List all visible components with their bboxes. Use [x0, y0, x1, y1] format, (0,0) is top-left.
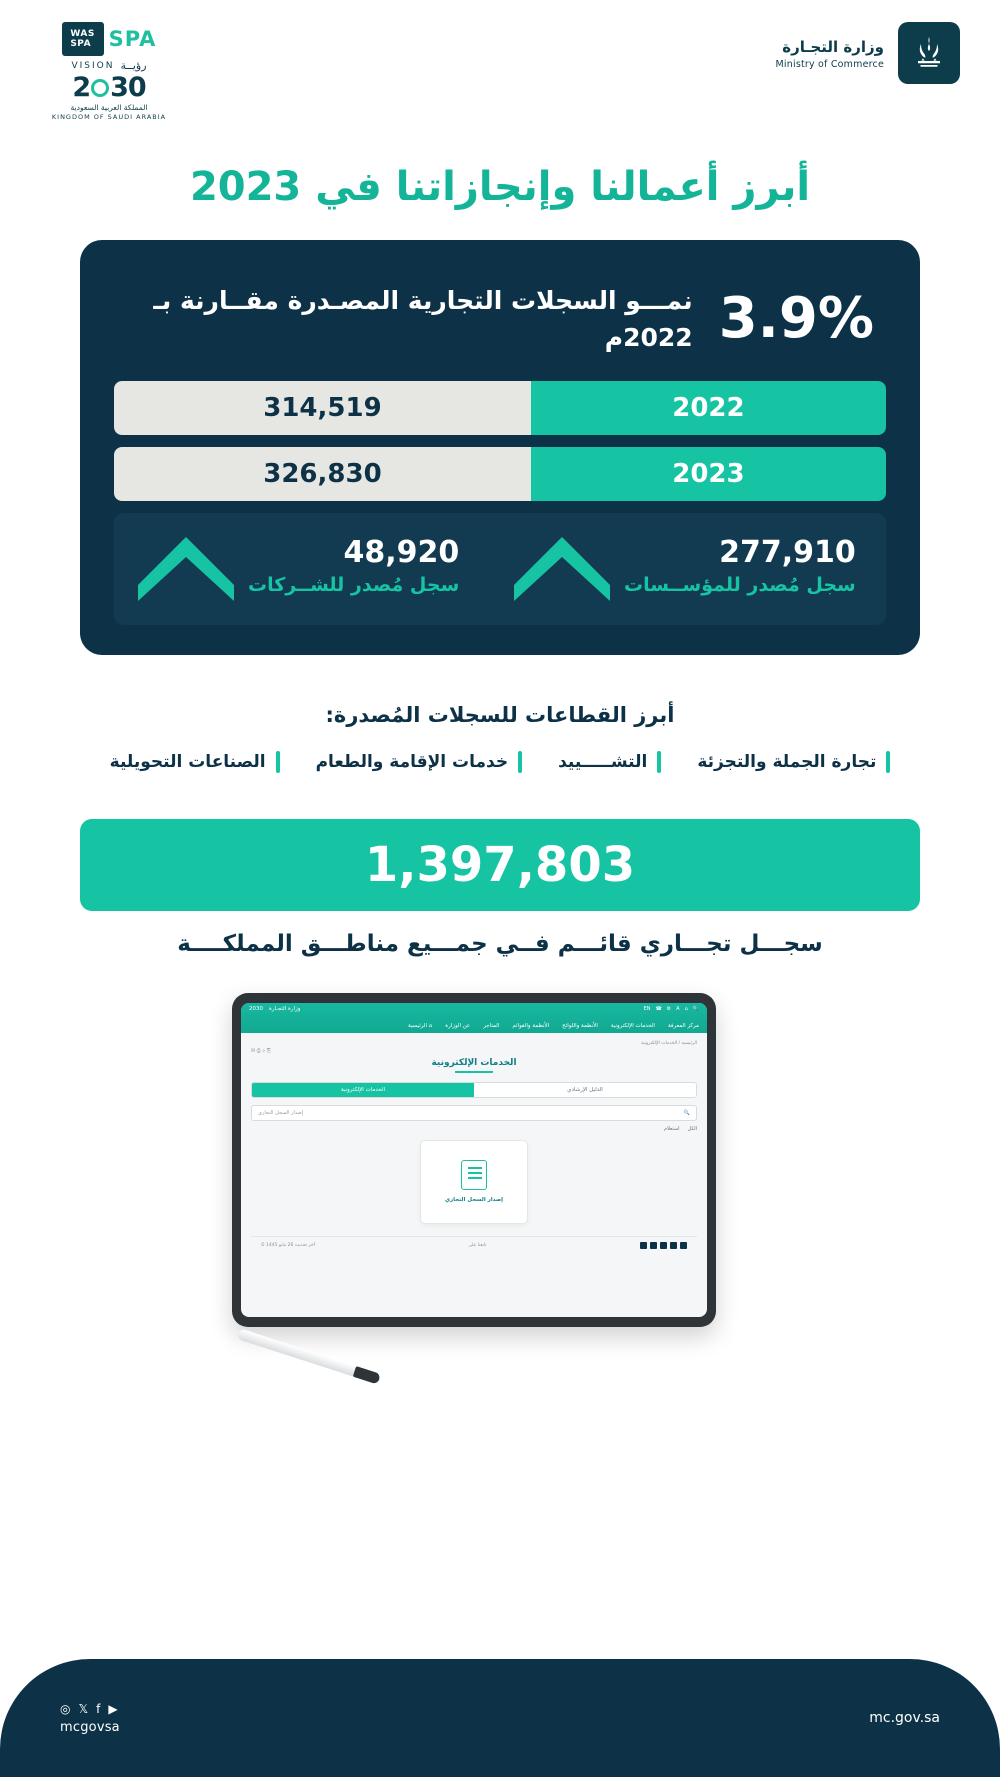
sector-bar-icon — [657, 751, 661, 773]
linkedin-icon[interactable] — [660, 1242, 667, 1249]
year-row-2022 — [114, 381, 886, 435]
site-footer — [251, 1236, 697, 1249]
chevron-up-icon — [138, 531, 234, 603]
year-value-2022: 314,519 — [114, 381, 531, 435]
footer-social-block — [60, 1702, 120, 1735]
year-label-2023: 2023 — [531, 447, 886, 501]
saudi-emblem-icon — [898, 22, 960, 84]
search-icon[interactable]: 🔍 — [692, 1005, 699, 1012]
stylus-pen — [236, 1328, 383, 1388]
sector-label: الصناعات التحويلية — [109, 751, 266, 772]
sector-label: التشـــــييد — [558, 751, 648, 772]
site-search-box[interactable] — [251, 1105, 697, 1121]
device-mockup — [0, 983, 1000, 1383]
language-toggle[interactable]: EN — [643, 1005, 651, 1012]
sector-item — [92, 751, 298, 773]
site-breadcrumb: الرئيسية / الخدمات الإلكترونية — [641, 1040, 697, 1046]
phone-icon[interactable]: ☎ — [655, 1005, 662, 1012]
site-page-tools[interactable]: ⎘ ⌕ ⎙ ✉ — [251, 1047, 271, 1054]
nav-item-home[interactable]: ⌂ الرئيسية — [408, 1022, 433, 1029]
growth-headline: نمـــو السجلات التجارية المصـدرة مقــارنة بـ 2022م — [153, 285, 693, 353]
vision-2030-line — [71, 59, 146, 72]
stat-companies-label: سجل مُصدر للشــركات — [248, 573, 460, 596]
ministry-of-commerce-logo — [776, 22, 960, 84]
instagram-icon[interactable]: ◎ — [60, 1701, 71, 1716]
stat-establishments-number: 277,910 — [719, 534, 856, 570]
chevron-up-icon — [514, 531, 610, 603]
page-header — [0, 0, 1000, 122]
nav-item-lists[interactable]: الأنظمة والقوائم — [512, 1022, 550, 1029]
youtube-icon[interactable]: ▶ — [108, 1701, 118, 1716]
sector-item — [679, 751, 908, 773]
settings-icon[interactable]: ⚙ — [666, 1005, 672, 1012]
site-topbar — [241, 1003, 707, 1033]
stat-companies-number: 48,920 — [343, 534, 460, 570]
footer-url[interactable]: mc.gov.sa — [869, 1710, 940, 1726]
search-icon: 🔍 — [683, 1109, 690, 1116]
site-footer-social — [640, 1242, 687, 1249]
search-input-placeholder: إصدار السجل التجاري — [258, 1109, 304, 1116]
total-records-banner — [80, 819, 920, 911]
nav-item-eservices[interactable]: الخدمات الإلكترونية — [610, 1022, 655, 1029]
site-vision-logo: 2030 — [249, 1005, 263, 1012]
sector-label: خدمات الإقامة والطعام — [315, 751, 509, 772]
nav-item-stores[interactable]: المتاجر — [483, 1022, 500, 1029]
spa-wordmark: SPA — [108, 26, 157, 51]
stat-establishments-text — [624, 536, 856, 599]
site-tabs — [251, 1082, 697, 1098]
sector-bar-icon — [518, 751, 522, 773]
nav-item-knowledge-center[interactable]: مركز المعرفة — [667, 1022, 699, 1029]
year-row-2023 — [114, 447, 886, 501]
sector-label: تجارة الجملة والتجزئة — [697, 751, 877, 772]
service-card-label: إصدار السجل التجاري — [444, 1197, 504, 1204]
stat-establishments — [500, 531, 876, 603]
growth-card — [80, 240, 920, 655]
home-icon[interactable]: ⌂ — [684, 1005, 688, 1012]
sector-item — [540, 751, 679, 773]
vision-circle-icon — [91, 79, 109, 97]
sector-bar-icon — [886, 751, 890, 773]
site-utility-bar — [249, 1006, 699, 1012]
stylus-body — [237, 1328, 358, 1377]
vision-logo-top — [62, 22, 157, 56]
growth-percent: 3.9% — [718, 286, 874, 352]
filter-inquiry[interactable]: استعلام — [663, 1125, 680, 1132]
footer-handle: mcgovsa — [60, 1719, 120, 1735]
site-utility-icons — [644, 1006, 699, 1012]
service-card[interactable] — [420, 1140, 528, 1224]
ministry-name-ar: وزارة التجـارة — [782, 38, 884, 57]
sector-bar-icon — [276, 751, 280, 773]
nav-item-about[interactable]: عن الوزارة — [445, 1022, 471, 1029]
font-size-icon[interactable]: A — [676, 1005, 680, 1012]
filter-all[interactable]: الكل — [687, 1125, 697, 1132]
site-main-nav — [249, 1023, 699, 1033]
x-icon[interactable]: 𝕏 — [78, 1701, 89, 1716]
nav-item-regulations[interactable]: الأنظمة واللوائح — [562, 1022, 598, 1029]
total-records-number: 1,397,803 — [364, 836, 636, 893]
vision-subtitle-ar: المملكة العربية السعودية — [70, 103, 148, 112]
spa-mark-icon: WAS SPA — [62, 22, 104, 56]
total-records-caption: سجـــل تجـــاري قائـــم فــي جمـــيع مناطـــق المملكــــة — [177, 930, 823, 957]
page-footer — [0, 1659, 1000, 1777]
stat-establishments-label: سجل مُصدر للمؤســسات — [624, 573, 856, 596]
vision-word-en: VISION — [71, 60, 115, 71]
footer-social-icons — [60, 1702, 120, 1716]
vision-year-number: 2 30 — [72, 72, 146, 103]
document-icon — [461, 1160, 487, 1190]
site-ministry-logo: وزارة التجـارة — [269, 1005, 301, 1012]
stat-companies-text — [248, 536, 459, 599]
growth-card-header — [114, 274, 886, 381]
instagram-icon[interactable] — [640, 1242, 647, 1249]
site-footer-follow-label: تابعنا على — [468, 1242, 487, 1248]
vision-word-ar: رؤيــة — [120, 59, 147, 72]
x-icon[interactable] — [670, 1242, 677, 1249]
vision-subtitle-en: KINGDOM OF SAUDI ARABIA — [51, 113, 167, 122]
page-title: أبرز أعمالنا وإنجازاتنا في 2023 — [189, 163, 811, 210]
stat-companies — [124, 531, 500, 603]
tablet-frame — [232, 993, 716, 1327]
sector-item — [298, 751, 541, 773]
vision-subtitle — [52, 103, 166, 122]
facebook-icon[interactable] — [680, 1242, 687, 1249]
stylus-tip — [353, 1366, 381, 1384]
ministry-name-en: Ministry of Commerce — [775, 58, 884, 70]
year-label-2022: 2022 — [531, 381, 886, 435]
sectors-list — [0, 751, 1000, 773]
site-logos — [249, 1006, 300, 1012]
ministry-name-block — [776, 36, 884, 70]
year-value-2023: 326,830 — [114, 447, 531, 501]
sectors-title: أبرز القطاعات للسجلات المُصدرة: — [325, 702, 675, 727]
site-filters — [251, 1126, 697, 1132]
tab-guide[interactable]: الدليل الإرشادي — [474, 1083, 696, 1097]
title-underline — [455, 1071, 493, 1073]
site-body — [241, 1033, 707, 1257]
site-page-title: الخدمات الإلكترونية — [431, 1057, 517, 1068]
youtube-icon[interactable] — [650, 1242, 657, 1249]
facebook-icon[interactable]: f — [96, 1701, 101, 1716]
tablet-screen — [241, 1003, 707, 1317]
site-footer-updated: آخر تحديث 26 مايو 1445 ⏱ — [261, 1243, 315, 1249]
tab-eservices[interactable]: الخدمات الإلكترونية — [252, 1083, 474, 1097]
vision-2030-logo — [34, 22, 184, 122]
breakdown-stats — [114, 513, 886, 625]
